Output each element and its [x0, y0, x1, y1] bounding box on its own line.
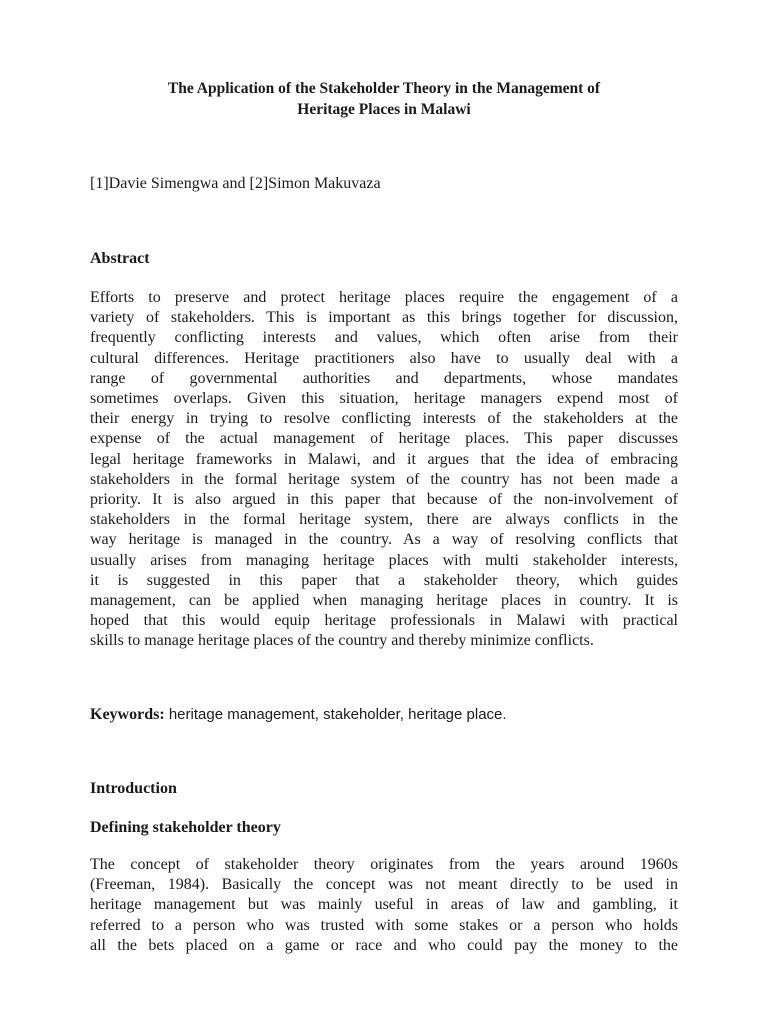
authors-line: [1]Davie Simengwa and [2]Simon Makuvaza: [90, 175, 381, 192]
keywords-line: [90, 705, 507, 725]
abstract-heading: Abstract: [90, 250, 150, 267]
text-line: stakeholders in the formal heritage system, there are always conflicts in the: [90, 511, 678, 529]
text-line: skills to manage heritage places of the country and thereby minimize conflicts.: [90, 632, 594, 650]
text-line: their energy in trying to resolve conflicting interests of the stakeholders at the: [90, 410, 678, 428]
text-line: way heritage is managed in the country. As a way of resolving conflicts that: [90, 531, 678, 549]
text-line: The concept of stakeholder theory originates from the years around 1960s: [90, 856, 678, 873]
text-line: management, can be applied when managing heritage places in country. It is: [90, 592, 678, 610]
text-line: hoped that this would equip heritage professionals in Malawi with practical: [90, 612, 678, 630]
text-line: priority. It is also argued in this paper that because of the non-involvement of: [90, 491, 678, 509]
text-line: variety of stakeholders. This is important as this brings together for discussion,: [90, 309, 678, 327]
abstract-paragraph: [90, 288, 678, 652]
text-line: it is suggested in this paper that a stakeholder theory, which guides: [90, 571, 678, 589]
introduction-paragraph: [90, 855, 678, 956]
document-title: [90, 78, 678, 120]
text-line: cultural differences. Heritage practitioners also have to usually deal with a: [90, 349, 678, 367]
text-line: (Freeman, 1984). Basically the concept was not meant directly to be used in: [90, 876, 678, 894]
text-line: stakeholders in the formal heritage system of the country has not been made a: [90, 470, 678, 488]
introduction-heading: Introduction: [90, 780, 177, 797]
text-line: usually arises from managing heritage places with multi stakeholder interests,: [90, 551, 678, 569]
text-line: all the bets placed on a game or race and who could pay the money to the: [90, 936, 678, 954]
text-line: heritage management but was mainly useful in areas of law and gambling, it: [90, 896, 678, 914]
keywords-text: heritage management, stakeholder, heritage place.: [164, 706, 507, 723]
keywords-label: Keywords:: [90, 706, 165, 723]
title-line-2: Heritage Places in Malawi: [297, 101, 471, 118]
defining-stakeholder-theory-heading: Defining stakeholder theory: [90, 819, 281, 836]
text-line: range of governmental authorities and departments, whose mandates: [90, 369, 678, 387]
text-line: frequently conflicting interests and values, which often arise from their: [90, 329, 678, 347]
text-line: referred to a person who was trusted with some stakes or a person who holds: [90, 916, 678, 934]
text-line: sometimes overlaps. Given this situation, heritage managers expend most of: [90, 390, 678, 408]
text-line: legal heritage frameworks in Malawi, and it argues that the idea of embracing: [90, 450, 678, 468]
title-line-1: The Application of the Stakeholder Theory in the Management of: [167, 80, 601, 97]
text-line: expense of the actual management of heritage places. This paper discusses: [90, 430, 678, 448]
text-line: Efforts to preserve and protect heritage places require the engagement of a: [90, 289, 678, 306]
